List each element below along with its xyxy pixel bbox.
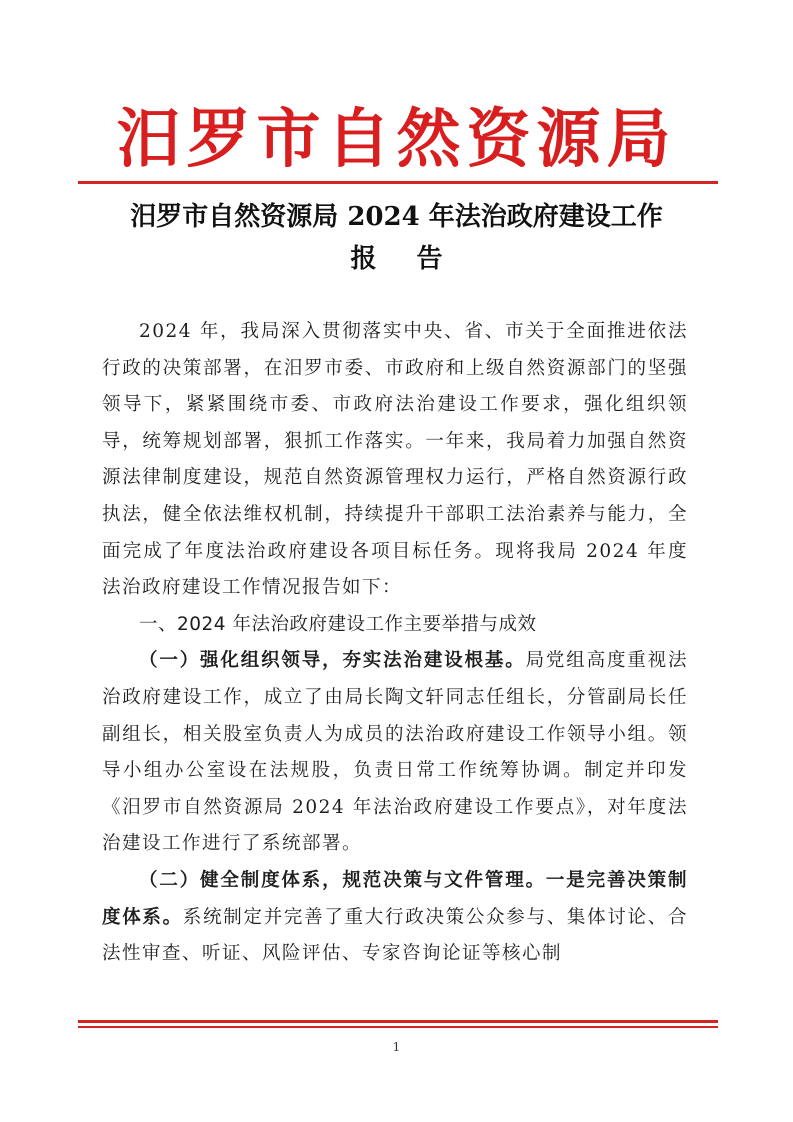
- paragraph-2-lead: （二）健全制度体系，规范决策与文件管理。一是完善决策制度体系。: [102, 869, 688, 928]
- intro-paragraph: 2024 年，我局深入贯彻落实中央、省、市关于全面推进依法行政的决策部署，在汨罗市委、市政府和上级自然资源部门的坚强领导下，紧紧围绕市委、市政府法治建设工作要求，强化组织领导，统筹规划部署，狠抓工作落实。一年来，我局着力加强自然资源法律制度建设，规范自然资源管理权力运行，严格自然资源行政执法，健全依法维权机制，持续提升干部职工法治素养与能力，全面完成了年度法治政府建设各项目标任务。现将我局 2024 年度法治政府建设工作情况报告如下：: [102, 321, 688, 599]
- masthead-red-rule: [78, 181, 718, 184]
- document-title-line1: 汨罗市自然资源局 2024 年法治政府建设工作: [130, 202, 663, 232]
- paragraph-1-lead: （一）强化组织领导，夯实法治建设根基。: [139, 650, 526, 672]
- paragraph-2: [102, 863, 688, 973]
- paragraph-2-text: 系统制定并完善了重大行政决策公众参与、集体讨论、合法性审查、听证、风险评估、专家咨询论证等核心制: [102, 906, 688, 965]
- paragraph-1-text: 局党组高度重视法治政府建设工作，成立了由局长陶文轩同志任组长，分管副局长任副组长，相关股室负责人为成员的法治政府建设工作领导小组。领导小组办公室设在法规股，负责日常工作统筹协调。制定并印发《汨罗市自然资源局 2024 年法治政府建设工作要点》，对年度法治建设工作进行了系统部署。: [102, 650, 688, 855]
- section-heading-1: 一、2024 年法治政府建设工作主要举措与成效: [139, 613, 537, 635]
- footer-red-rule-bottom: [78, 1026, 718, 1028]
- document-body: [102, 314, 688, 973]
- document-title: [60, 196, 733, 280]
- document-title-line2: 报告: [350, 244, 483, 274]
- page-number: 1: [392, 1040, 401, 1054]
- masthead-title: 汨罗市自然资源局: [116, 102, 677, 177]
- footer-red-rule-top: [78, 1020, 718, 1023]
- paragraph-1: [102, 643, 688, 863]
